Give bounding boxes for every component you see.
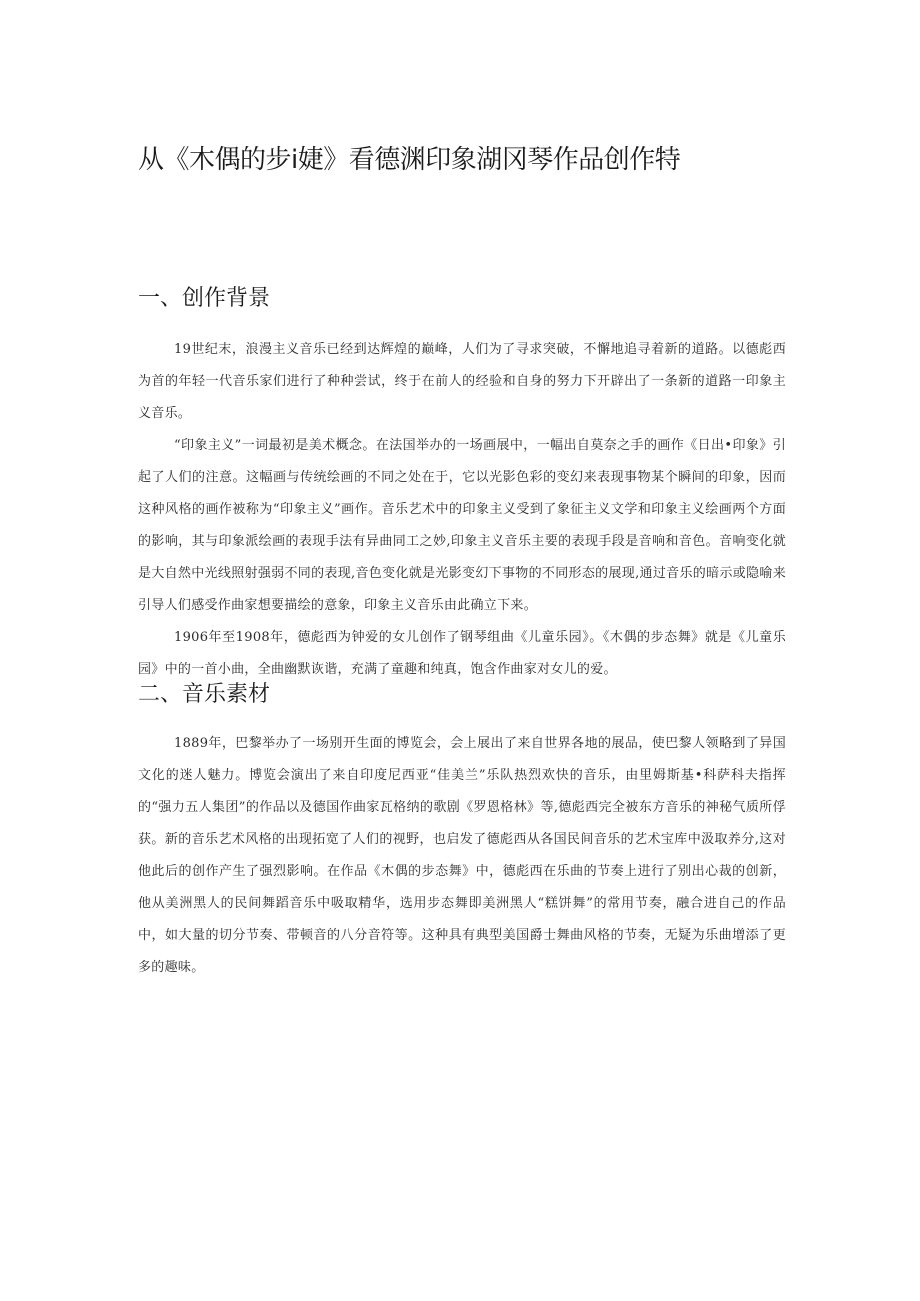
paragraph: 1906年至1908年，德彪西为钟爱的女儿创作了钢琴组曲《儿童乐园》。《木偶的步态舞》就是《儿童乐园》中的一首小曲，全曲幽默诙谐，充满了童趣和纯真，饱含作曲家对女儿的爱。 <box>138 630 786 677</box>
paragraph: 19世纪末，浪漫主义音乐已经到达辉煌的巅峰，人们为了寻求突破，不懈地追寻着新的道路。以德彪西为首的年轻一代音乐家们进行了种种尝试，终于在前人的经验和自身的努力下开辟出了一条新的道路一印象主义音乐。 <box>138 342 786 421</box>
section-creation-background <box>138 284 786 686</box>
section-music-material <box>138 680 786 984</box>
section-heading: 二、音乐素材 <box>138 682 271 707</box>
paragraph: 1889年，巴黎举办了一场别开生面的博览会，会上展出了来自世界各地的展品，使巴黎人领略到了异国文化的迷人魅力。博览会演出了来自印度尼西亚“佳美兰”乐队热烈欢快的音乐，由里姆斯基•科萨科夫指挥的“强力五人集团”的作品以及德国作曲家瓦格纳的歌剧《罗恩格林》等,德彪西完全被东方音乐的神秘气质所俘获。新的音乐艺术风格的出现拓宽了人们的视野，也启发了德彪西从各国民间音乐的艺术宝库中汲取养分,这对他此后的创作产生了强烈影响。在作品《木偶的步态舞》中，德彪西在乐曲的节奏上进行了别出心裁的创新，他从美洲黑人的民间舞蹈音乐中吸取精华，选用步态舞即美洲黑人“糕饼舞”的常用节奏，融合进自己的作品中，如大量的切分节奏、带顿音的八分音符等。这种具有典型美国爵士舞曲风格的节奏，无疑为乐曲增添了更多的趣味。 <box>138 736 786 975</box>
section-heading: 一、创作背景 <box>138 286 271 311</box>
paragraph: “印象主义”一词最初是美术概念。在法国举办的一场画展中，一幅出自莫奈之手的画作《日出•印象》引起了人们的注意。这幅画与传统绘画的不同之处在于，它以光影色彩的变幻来表现事物某个瞬间的印象，因而这种风格的画作被称为“印象主义”画作。音乐艺术中的印象主义受到了象征主义文学和印象主义绘画两个方面的影响，其与印象派绘画的表现手法有异曲同工之妙,印象主义音乐主要的表现手段是音响和音色。音响变化就是大自然中光线照射强弱不同的表现,音色变化就是光影变幻下事物的不同形态的展现,通过音乐的暗示或隐喻来引导人们感受作曲家想要描绘的意象，印象主义音乐由此确立下来。 <box>138 438 786 613</box>
document-title: 从《木偶的步i婕》看德渊印象湖冈琴作品创作特 <box>138 145 681 175</box>
